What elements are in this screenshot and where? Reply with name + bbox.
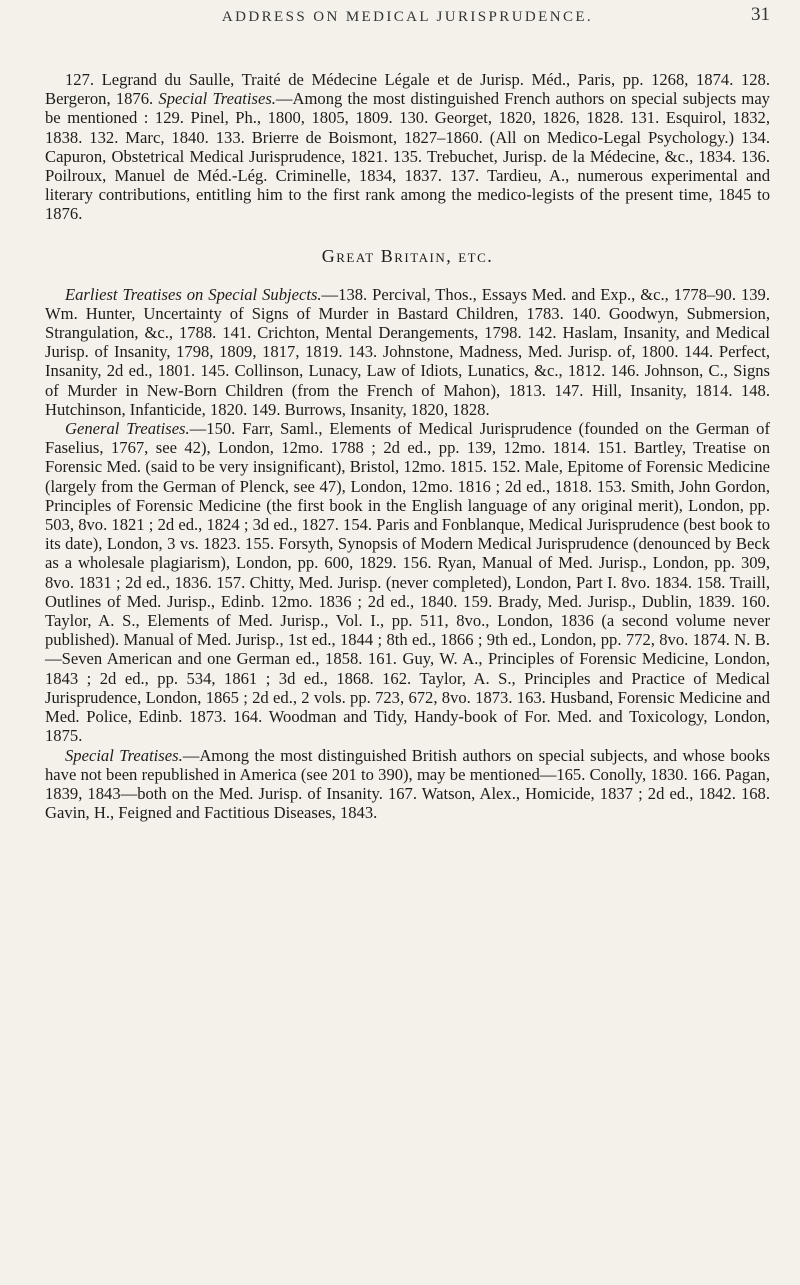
earliest-treatises-paragraph (45, 285, 770, 419)
page-number: 31 (751, 4, 770, 25)
intro-opening-text: 127. Legrand du Saulle, Traité de Médecine Légale et de Jurisp. Méd., Paris, pp. 1268, 1874. 128. Bergeron, 1876. (45, 70, 770, 109)
special-treatises-paragraph (45, 746, 770, 823)
intro-lead: Special Treatises. (158, 89, 276, 109)
intro-paragraph (45, 70, 770, 224)
section-heading: Great Britain, etc. (321, 245, 494, 266)
intro-body-text: —Among the most distinguished French authors on special subjects may be mentioned : 129. Pinel, Ph., 1800, 1805, 1809. 130. Georget, 1820, 1826, 1828. 131. Esquirol, 1832, 1838. 132. Marc, 1840. 133. Brierre de Boismont, 1827–1860. (All on Medico-Legal Psychology.) 134. Capuron, Obstetrical Medical Jurisprudence, 1821. 135. Trebuchet, Jurisp. de la Médecine, &c., 1834. 136. Poilroux, Manuel de Méd.-Lég. Criminelle, 1834, 1837. 137. Tardieu, A., numerous experimental and literary contributions, entitling him to the first rank among the medico-legists of the present time, 1845 to 1876. (45, 89, 770, 224)
running-head (45, 0, 770, 70)
running-title: ADDRESS ON MEDICAL JURISPRUDENCE. (221, 9, 594, 25)
special-treatises-text: —Among the most distinguished British authors on special subjects, and whose books have not been republished in America (see 201 to 390), may be mentioned—165. Conolly, 1830. 166. Pagan, 1839, 1843—both on the Med. Jurisp. of Insanity. 167. Watson, Alex., Homicide, 1837 ; 2d ed., 1842. 168. Gavin, H., Feigned and Factitious Diseases, 1843. (45, 745, 770, 823)
general-treatises-paragraph (45, 419, 770, 745)
earliest-treatises-text: —138. Percival, Thos., Essays Med. and Exp., &c., 1778–90. 139. Wm. Hunter, Uncertainty of Signs of Murder in Bastard Children, 1783. 140. Goodwyn, Submersion, Strangulation, &c., 1788. 141. Crichton, Mental Derangements, 1798. 142. Haslam, Insanity, and Medical Jurisp. of Insanity, 1798, 1809, 1817, 1819. 143. Johnstone, Madness, Med. Jurisp. of, 1800. 144. Perfect, Insanity, 2d ed., 1801. 145. Collinson, Lunacy, Law of Idiots, Lunatics, &c., 1812. 146. Johnson, C., Signs of Murder in New-Born Children (from the French of Mahon), 1813. 147. Hill, Insanity, 1814. 148. Hutchinson, Infanticide, 1820. 149. Burrows, Insanity, 1820, 1828. (45, 284, 770, 419)
general-treatises-lead: General Treatises. (65, 419, 190, 439)
special-treatises-lead: Special Treatises. (65, 745, 183, 765)
earliest-treatises-lead: Earliest Treatises on Special Subjects. (65, 284, 322, 304)
general-treatises-text: —150. Farr, Saml., Elements of Medical Jurisprudence (founded on the German of Faselius, 1767, see 42), London, 12mo. 1788 ; 2d ed., pp. 139, 12mo. 1814. 151. Bartley, Treatise on Forensic Med. (said to be very insignificant), Bristol, 12mo. 1815. 152. Male, Epitome of Forensic Medicine (largely from the German of Plenck, see 47), London, 12mo. 1816 ; 2d ed., 1818. 153. Smith, John Gordon, Principles of Forensic Medicine (the first book in the English language of any original merit), London, pp. 503, 8vo. 1821 ; 2d ed., 1824 ; 3d ed., 1827. 154. Paris and Fonblanque, Medical Jurisprudence (best book to its date), London, 3 vs. 1823. 155. Forsyth, Synopsis of Modern Medical Jurisprudence (denounced by Beck as a wholesale plagiarism), London, pp. 600, 1829. 156. Ryan, Manual of Med. Jurisp., London, pp. 309, 8vo. 1831 ; 2d ed., 1836. 157. Chitty, Med. Jurisp. (never completed), London, Part I. 8vo. 1834. 158. Traill, Outlines of Med. Jurisp., Edinb. 12mo. 1836 ; 2d ed., 1840. 159. Brady, Med. Jurisp., Dublin, 1839. 160. Taylor, A. S., Elements of Med. Jurisp., Vol. I., pp. 511, 8vo., London, 1836 (a second volume never published). Manual of Med. Jurisp., 1st ed., 1844 ; 8th ed., 1866 ; 9th ed., London, pp. 772, 8vo. 1874. N. B.—Seven American and one German ed., 1858. 161. Guy, W. A., Principles of Forensic Medicine, London, 1843 ; 2d ed., pp. 534, 1861 ; 3d ed., 1868. 162. Taylor, A. S., Principles and Practice of Medical Jurisprudence, London, 1865 ; 2d ed., 2 vols. pp. 723, 672, 8vo. 1873. 163. Husband, Forensic Medicine and Med. Police, Edinb. 1873. 164. Woodman and Tidy, Handy-book of For. Med. and Toxicology, London, 1875. (45, 419, 770, 746)
